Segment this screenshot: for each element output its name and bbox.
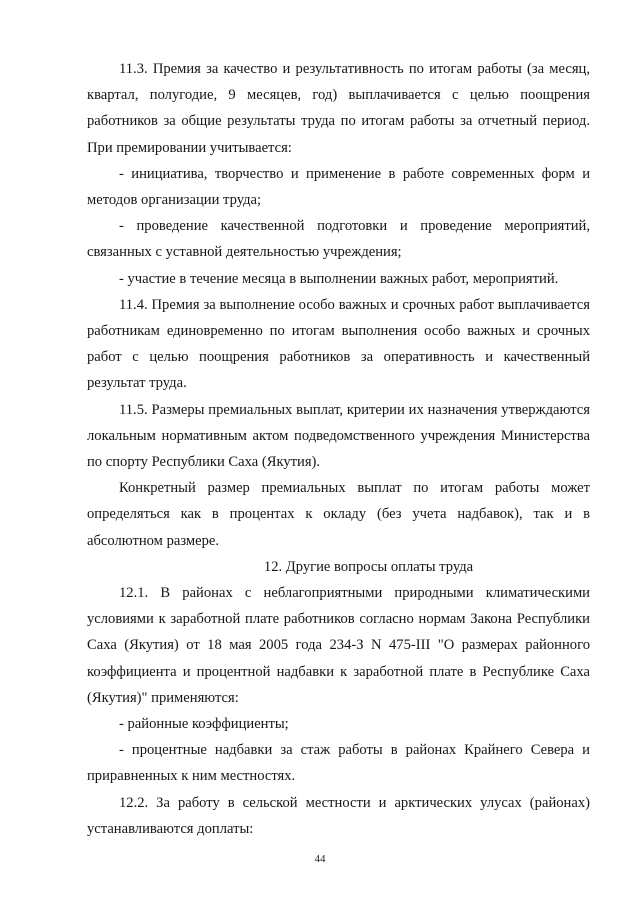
paragraph-bonus-amount: Конкретный размер премиальных выплат по итогам работы может определяться как в процентах к окладу (без учета надбавок), так и в абсолютном размере. [87, 480, 590, 549]
paragraph-11-4: 11.4. Премия за выполнение особо важных и срочных работ выплачивается работникам единовременно по итогам выполнения особо важных и срочных работ с целью поощрения работников за оперативность и качественный результат труда. [87, 296, 590, 392]
paragraph-11-5: 11.5. Размеры премиальных выплат, критерии их назначения утверждаются локальным нормативным актом подведомственного учреждения Министерства по спорту Республики Саха (Якутия). [87, 401, 590, 471]
document-body [87, 56, 590, 842]
list-item-preparation: - проведение качественной подготовки и проведение мероприятий, связанных с уставной деятельностью учреждения; [87, 218, 590, 261]
paragraph-12-1: 12.1. В районах с неблагоприятными природными климатическими условиями к заработной плате работников согласно нормам Закона Республики Саха (Якутия) от 18 мая 2005 года 234-З N 475-III "О размерах районного коэффициента и процентной надбавки к заработной плате в Республике Саха (Якутия)" применяются: [87, 585, 590, 706]
list-item-percentage-allowances: - процентные надбавки за стаж работы в районах Крайнего Севера и приравненных к ним местностях. [87, 742, 590, 785]
list-item-participation: - участие в течение месяца в выполнении важных работ, мероприятий. [119, 270, 559, 287]
list-item-initiative: - инициатива, творчество и применение в работе современных форм и методов организации труда; [87, 165, 590, 209]
section-heading-12: 12. Другие вопросы оплаты труда [263, 558, 474, 575]
page-number: 44 [314, 853, 326, 865]
paragraph-12-2: 12.2. За работу в сельской местности и арктических улусах (районах) устанавливаются доплаты: [87, 794, 590, 837]
list-item-regional-coefficients: - районные коэффициенты; [119, 716, 289, 733]
paragraph-11-3: 11.3. Премия за качество и результативность по итогам работы (за месяц, квартал, полугодие, 9 месяцев, год) выплачивается с целью поощрения работников за общие результаты труда по итогам работы за отчетный период. При премировании учитывается: [87, 61, 590, 156]
